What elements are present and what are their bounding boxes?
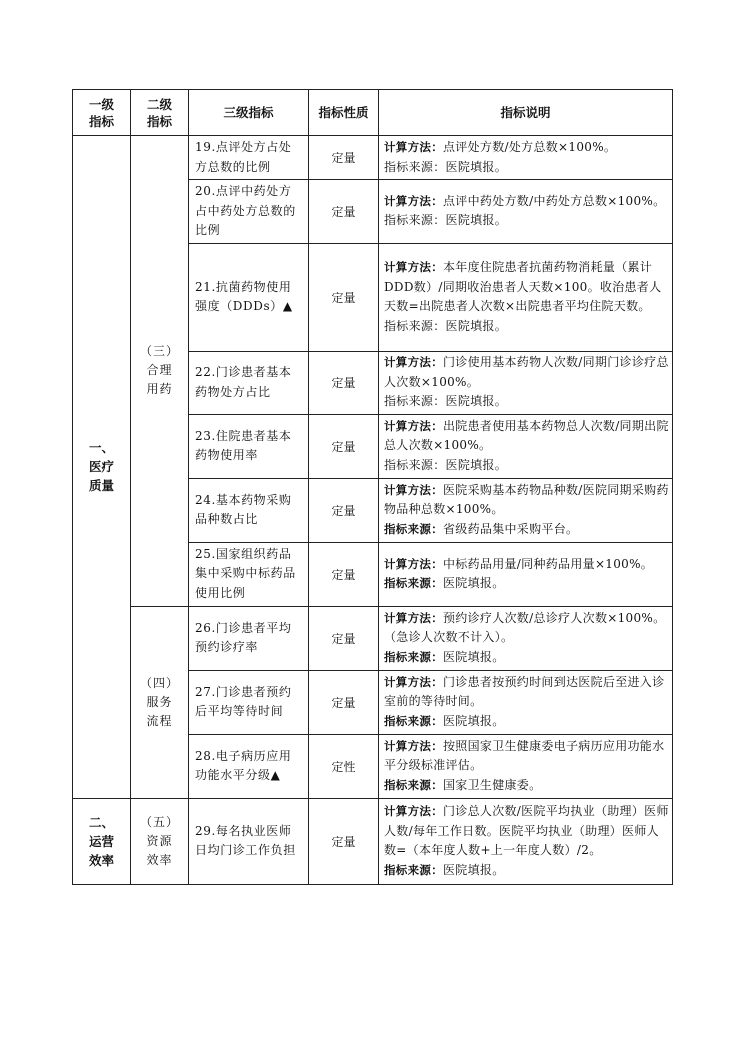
indicator-name: 22.门诊患者基本药物处方占比 — [189, 351, 309, 414]
indicator-nature: 定量 — [309, 243, 379, 351]
calc-label: 计算方法： — [384, 674, 443, 689]
level2-service-process: （四） 服务 流程 — [131, 606, 189, 798]
header-description: 指标说明 — [379, 90, 673, 136]
indicator-name: 26.门诊患者平均预约诊疗率 — [189, 606, 309, 670]
calc-label: 计算方法： — [384, 260, 443, 274]
source-text: 医院填报。 — [445, 457, 508, 472]
indicator-description — [379, 734, 673, 798]
calc-text: 预约诊疗人次数/总诊疗人次数×100%。（急诊人次数不计入）。 — [384, 610, 666, 645]
indicator-name: 20.点评中药处方占中药处方总数的比例 — [189, 180, 309, 244]
source-text: 国家卫生健康委。 — [443, 777, 542, 792]
indicator-description — [379, 243, 673, 351]
indicator-description — [379, 180, 673, 244]
header-nature: 指标性质 — [309, 90, 379, 136]
indicator-description — [379, 351, 673, 414]
source-label: 指标来源： — [384, 521, 443, 536]
indicator-name: 27.门诊患者预约后平均等待时间 — [189, 670, 309, 734]
source-label: 指标来源： — [384, 649, 443, 664]
indicator-description — [379, 798, 673, 884]
indicator-name: 29.每名执业医师日均门诊工作负担 — [189, 798, 309, 884]
calc-text: 门诊患者按预约时间到达医院后至进入诊室前的等待时间。 — [384, 674, 665, 709]
indicator-nature: 定量 — [309, 670, 379, 734]
indicator-description — [379, 670, 673, 734]
source-label: 指标来源： — [384, 777, 443, 792]
table-header-row — [73, 90, 673, 136]
calc-label: 计算方法： — [384, 804, 443, 818]
calc-label: 计算方法： — [384, 482, 443, 497]
source-label: 指标来源： — [384, 457, 446, 472]
indicator-table — [72, 89, 673, 885]
calc-label: 计算方法： — [384, 140, 443, 154]
source-text: 医院填报。 — [443, 862, 505, 877]
header-level2: 二级 指标 — [131, 90, 189, 136]
calc-text: 按照国家卫生健康委电子病历应用功能水平分级标准评估。 — [384, 738, 665, 773]
calc-text: 门诊总人次数/医院平均执业（助理）医师人数/每年工作日数。医院平均执业（助理）医师人数=（本年度人数+上一年度人数）/2。 — [384, 804, 669, 857]
calc-label: 计算方法： — [384, 193, 443, 208]
indicator-name: 23.住院患者基本药物使用率 — [189, 414, 309, 478]
level2-rational-drug-use: （三） 合理 用药 — [131, 136, 189, 607]
header-level3: 三级指标 — [189, 90, 309, 136]
table-row — [73, 606, 673, 670]
calc-text: 本年度住院患者抗菌药物消耗量（累计DDD数）/同期收治患者人天数×100。收治患者人天数=出院患者人次数×出院患者平均住院天数。 — [384, 260, 662, 313]
calc-label: 计算方法： — [384, 355, 443, 370]
calc-label: 计算方法： — [384, 418, 443, 433]
indicator-name: 21.抗菌药物使用强度（DDDs）▲ — [189, 243, 309, 351]
calc-text: 点评中药处方数/中药处方总数×100%。 — [443, 193, 666, 208]
source-text: 医院填报。 — [445, 394, 508, 409]
table-row — [73, 136, 673, 180]
indicator-name: 19.点评处方占处方总数的比例 — [189, 136, 309, 180]
calc-text: 点评处方数/处方总数×100%。 — [443, 140, 617, 154]
indicator-nature: 定量 — [309, 478, 379, 542]
header-level1: 一级 指标 — [73, 90, 131, 136]
calc-label: 计算方法： — [384, 556, 443, 571]
level2-resource-efficiency: （五） 资源 效率 — [131, 798, 189, 884]
indicator-nature: 定性 — [309, 734, 379, 798]
indicator-description — [379, 136, 673, 180]
indicator-nature: 定量 — [309, 180, 379, 244]
indicator-description — [379, 606, 673, 670]
calc-text: 门诊使用基本药物人次数/同期门诊诊疗总人次数×100%。 — [384, 355, 669, 389]
indicator-name: 28.电子病历应用功能水平分级▲ — [189, 734, 309, 798]
indicator-nature: 定量 — [309, 542, 379, 606]
calc-text: 医院采购基本药物品种数/医院同期采购药物品种总数×100%。 — [384, 482, 669, 517]
indicator-description — [379, 414, 673, 478]
indicator-nature: 定量 — [309, 606, 379, 670]
source-label: 指标来源： — [384, 713, 443, 728]
source-text: 省级药品集中采购平台。 — [443, 521, 579, 536]
calc-text: 出院患者使用基本药物总人次数/同期出院总人次数×100%。 — [384, 418, 669, 453]
source-text: 医院填报。 — [443, 649, 505, 664]
level1-operation-efficiency: 二、 运营 效率 — [73, 798, 131, 884]
calc-text: 中标药品用量/同种药品用量×100%。 — [443, 556, 654, 571]
source-label: 指标来源： — [384, 576, 443, 590]
calc-label: 计算方法： — [384, 610, 443, 625]
indicator-name: 24.基本药物采购品种数占比 — [189, 478, 309, 542]
indicator-nature: 定量 — [309, 414, 379, 478]
indicator-nature: 定量 — [309, 798, 379, 884]
level1-medical-quality: 一、 医疗 质量 — [73, 136, 131, 799]
table-row — [73, 798, 673, 884]
indicator-nature: 定量 — [309, 136, 379, 180]
indicator-description — [379, 478, 673, 542]
indicator-name: 25.国家组织药品集中采购中标药品使用比例 — [189, 542, 309, 606]
source-text: 医院填报。 — [445, 213, 508, 228]
indicator-nature: 定量 — [309, 351, 379, 414]
indicator-description — [379, 542, 673, 606]
source-text: 医院填报。 — [443, 576, 505, 590]
source-label: 指标来源： — [384, 394, 446, 409]
calc-label: 计算方法： — [384, 738, 443, 753]
source-label: 指标来源： — [384, 159, 446, 174]
source-text: 医院填报。 — [445, 159, 508, 174]
source-label: 指标来源： — [384, 213, 446, 228]
source-label: 指标来源： — [384, 862, 443, 877]
source-label: 指标来源： — [384, 318, 446, 333]
source-text: 医院填报。 — [443, 713, 505, 728]
source-text: 医院填报。 — [445, 318, 508, 333]
